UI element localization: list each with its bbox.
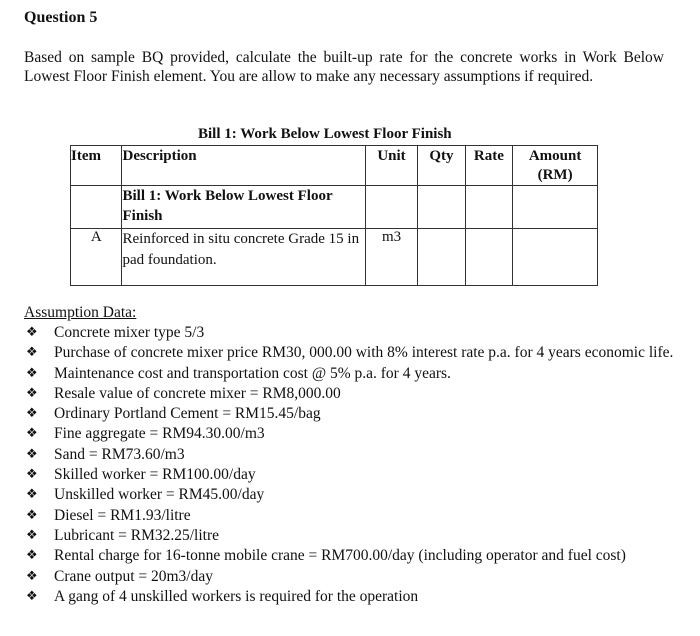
diamond-bullet-icon: ❖: [26, 406, 38, 422]
header-unit: Unit: [365, 146, 417, 186]
list-item: [24, 424, 694, 444]
assumption-text: A gang of 4 unskilled workers is required for the operation: [54, 587, 419, 605]
table-row: [71, 229, 598, 286]
assumption-text: Sand = RM73.60/m3: [54, 445, 185, 463]
header-description: Description: [122, 146, 365, 186]
assumption-text: Diesel = RM1.93/litre: [54, 506, 191, 524]
list-item: [24, 546, 694, 566]
cell-qty: [418, 229, 465, 286]
diamond-bullet-icon: ❖: [26, 446, 38, 462]
diamond-bullet-icon: ❖: [26, 548, 38, 564]
cell-rate: [465, 186, 512, 229]
list-item: [24, 384, 694, 404]
list-item: [24, 445, 694, 465]
header-rate: Rate: [465, 146, 512, 186]
diamond-bullet-icon: ❖: [26, 467, 38, 483]
cell-description: Reinforced in situ concrete Grade 15 in pad foundation.: [122, 229, 365, 286]
header-qty: Qty: [418, 146, 465, 186]
diamond-bullet-icon: ❖: [26, 568, 38, 584]
list-item: [24, 343, 694, 363]
diamond-bullet-icon: ❖: [26, 426, 38, 442]
list-item: [24, 485, 694, 505]
diamond-bullet-icon: ❖: [26, 487, 38, 503]
assumption-text: Skilled worker = RM100.00/day: [54, 466, 256, 484]
cell-rate: [465, 229, 512, 286]
diamond-bullet-icon: ❖: [26, 588, 38, 604]
cell-qty: [418, 186, 465, 229]
diamond-bullet-icon: ❖: [26, 507, 38, 523]
diamond-bullet-icon: ❖: [26, 365, 38, 381]
assumptions-list: [24, 323, 694, 607]
assumption-text: Purchase of concrete mixer price RM30, 000.00 with 8% interest rate p.a. for 4 years economic life.: [54, 344, 674, 362]
diamond-bullet-icon: ❖: [26, 325, 38, 340]
diamond-bullet-icon: ❖: [26, 385, 38, 401]
bq-table: [70, 145, 598, 286]
assumption-text: Lubricant = RM32.25/litre: [54, 526, 220, 544]
header-amount-label: Amount: [528, 148, 582, 164]
list-item: [24, 587, 694, 607]
question-intro: Based on sample BQ provided, calculate the built-up rate for the concrete works in Work Below Lowest Floor Finish element. You are allow to make any necessary assumptions if required.: [24, 49, 664, 85]
list-item: [24, 506, 694, 526]
list-item: [24, 364, 694, 384]
assumption-text: Rental charge for 16-tonne mobile crane = RM700.00/day (including operator and fuel cost): [54, 547, 626, 565]
question-title: Question 5: [24, 9, 98, 26]
list-item: [24, 323, 694, 343]
cell-item: [71, 186, 122, 229]
list-item: [24, 404, 694, 424]
assumption-text: Ordinary Portland Cement = RM15.45/bag: [54, 405, 321, 423]
diamond-bullet-icon: ❖: [26, 527, 38, 543]
assumption-text: Crane output = 20m3/day: [54, 567, 213, 585]
cell-description: Bill 1: Work Below Lowest Floor Finish: [122, 186, 365, 229]
cell-unit: m3: [365, 229, 417, 286]
table-row: [71, 186, 598, 229]
cell-amount: [513, 229, 598, 286]
assumption-text: Unskilled worker = RM45.00/day: [54, 486, 265, 504]
assumption-text: Resale value of concrete mixer = RM8,000.00: [54, 384, 341, 402]
assumptions-heading: Assumption Data:: [24, 304, 137, 321]
assumptions-section: [24, 303, 694, 607]
assumption-text: Maintenance cost and transportation cost @ 5% p.a. for 4 years.: [54, 364, 451, 382]
list-item: [24, 465, 694, 485]
header-amount-unit: (RM): [537, 167, 573, 183]
assumption-text: Concrete mixer type 5/3: [54, 324, 205, 341]
cell-item: A: [71, 229, 122, 286]
header-amount: [513, 146, 598, 186]
list-item: [24, 567, 694, 587]
list-item: [24, 526, 694, 546]
header-item: Item: [71, 146, 122, 186]
cell-amount: [513, 186, 598, 229]
cell-unit: [365, 186, 417, 229]
assumption-text: Fine aggregate = RM94.30.00/m3: [54, 425, 265, 443]
bq-header-row: [71, 146, 598, 186]
diamond-bullet-icon: ❖: [26, 345, 38, 361]
bill-caption: Bill 1: Work Below Lowest Floor Finish: [198, 126, 452, 142]
